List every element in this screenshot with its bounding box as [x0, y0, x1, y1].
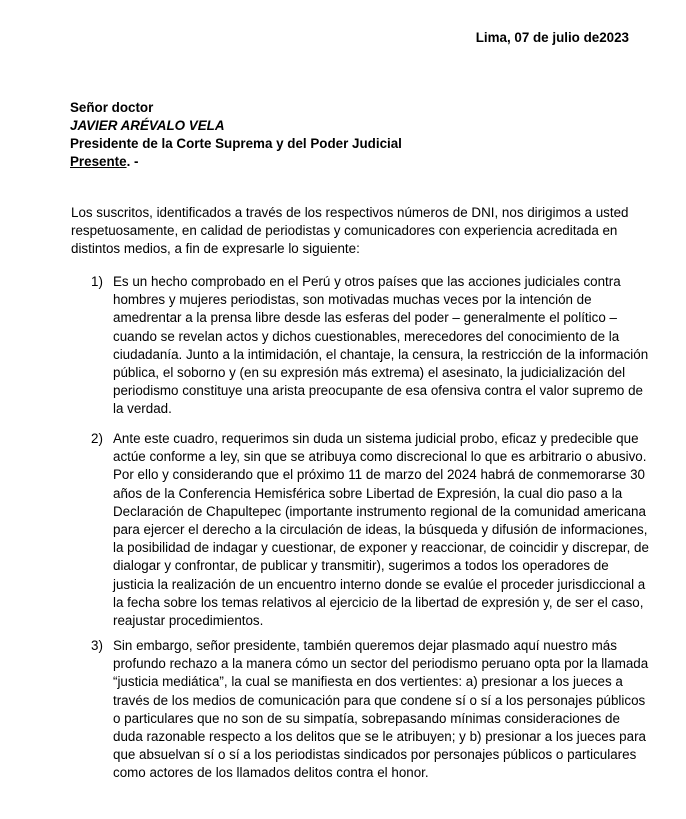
list-item [91, 273, 651, 419]
intro-paragraph: Los suscritos, identificados a través de los respectivos números de DNI, nos dirigimos a usted respetuosamente, en calidad de periodistas y comunicadores con experiencia acreditada en distintos medios, a fin de expresarle lo siguiente: [71, 205, 629, 257]
addressee-block [70, 99, 402, 171]
list-item [91, 637, 651, 783]
list-item [91, 430, 651, 630]
recipient-name: JAVIER ARÉVALO VELA [70, 118, 225, 133]
presente-suffix: . - [126, 154, 139, 169]
item-number: 1) [91, 274, 103, 289]
item-text: Sin embargo, señor presidente, también queremos dejar plasmado aquí nuestro más profundo rechazo a la manera cómo un sector del periodismo peruano opta por la llamada “justicia mediática”, la cual se manifiesta en dos vertientes: a) presionar a los jueces a través de los medios de comunicación para que condene sí o sí a los personajes públicos o particulares que no son de su simpatía, sobrepasando mínimas consideraciones de duda razonable respecto a los delitos que se le atribuyen; y b) presionar a los jueces para que absuelvan sí o sí a los periodistas sindicados por personajes públicos o particulares como actores de los llamados delitos contra el honor. [113, 638, 649, 781]
item-text: Es un hecho comprobado en el Perú y otros países que las acciones judiciales contra hombres y mujeres periodistas, son motivadas muchas veces por la intención de amedrentar a la prensa libre desde las esferas del poder – generalmente el político – cuando se revelan actos y dichos cuestionables, merecedores del conocimiento de la ciudadanía. Junto a la intimidación, el chantaje, la censura, la restricción de la información pública, el soborno y (en su expresión más extrema) el asesinato, la judicialización del periodismo constituye una arista preocupante de esa ofensiva contra el valor supremo de la verdad. [113, 274, 649, 417]
presente-line [70, 153, 402, 171]
item-number: 3) [91, 638, 103, 653]
salutation: Señor doctor [70, 100, 154, 115]
item-number: 2) [91, 431, 103, 446]
recipient-title: Presidente de la Corte Suprema y del Poder Judicial [70, 136, 402, 151]
item-text: Ante este cuadro, requerimos sin duda un sistema judicial probo, eficaz y predecible que actúe conforme a ley, sin que se atribuya como discrecional lo que es arbitrario o abusivo. Por ello y considerando que el próximo 11 de marzo del 2024 habrá de conmemorarse 30 años de la Conferencia Hemisférica sobre Libertad de Expresión, la cual dio paso a la Declaración de Chapultepec (importante instrumento regional de la comunidad americana para ejercer el derecho a la circulación de ideas, la búsqueda y difusión de informaciones, la posibilidad de indagar y cuestionar, de exponer y reaccionar, de coincidir y discrepar, de dialogar y confrontar, de publicar y transmitir), sugerimos a todos los operadores de justicia la realización de un encuentro interno donde se evalúe el proceder jurisdiccional a la fecha sobre los temas relativos al ejercicio de la libertad de expresión y, de ser el caso, reajustar procedimientos. [113, 431, 649, 629]
presente-word: Presente [70, 154, 127, 169]
letter-date: Lima, 07 de julio de2023 [475, 30, 629, 45]
